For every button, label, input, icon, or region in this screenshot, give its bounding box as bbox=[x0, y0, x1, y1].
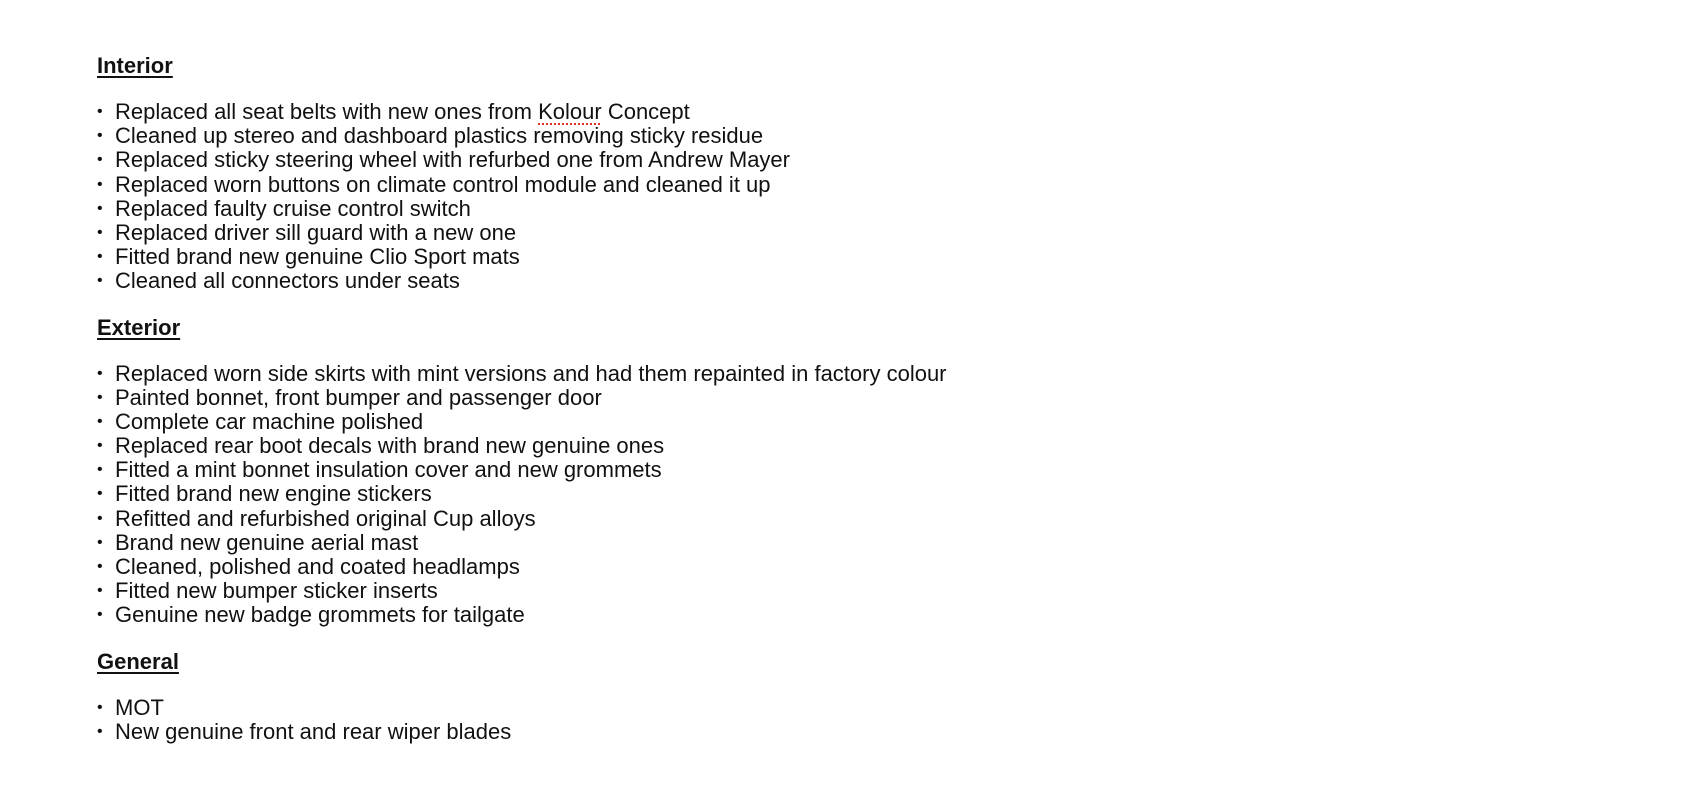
list-item-text: Refitted and refurbished original Cup alloys bbox=[115, 505, 536, 531]
bullet-icon: • bbox=[97, 127, 103, 145]
misspelled-word[interactable]: Kolour bbox=[538, 99, 602, 124]
list-item-text: Genuine new badge grommets for tailgate bbox=[115, 602, 525, 628]
bullet-icon: • bbox=[97, 558, 103, 575]
bullet-icon: • bbox=[97, 199, 103, 217]
list-item bbox=[97, 555, 1497, 579]
list-item bbox=[97, 245, 1497, 269]
list-item bbox=[97, 603, 1497, 627]
list-item bbox=[97, 173, 1497, 197]
list-item bbox=[97, 434, 1497, 458]
list-item-text-post: Concept bbox=[601, 99, 690, 124]
list-item-text: Replaced worn buttons on climate control module and cleaned it up bbox=[115, 171, 771, 197]
bullet-icon: • bbox=[97, 606, 103, 624]
document-body bbox=[97, 50, 1497, 762]
list-item bbox=[97, 531, 1497, 555]
bullet-icon: • bbox=[97, 364, 103, 382]
bullet-icon: • bbox=[97, 103, 103, 120]
list-item bbox=[97, 269, 1497, 293]
list-item-text: Cleaned, polished and coated headlamps bbox=[115, 554, 520, 579]
list-item bbox=[97, 100, 1497, 124]
bullet-icon: • bbox=[97, 722, 103, 740]
list-item-text: Replaced faulty cruise control switch bbox=[115, 195, 471, 221]
bullet-icon: • bbox=[97, 175, 103, 193]
bullet-icon: • bbox=[97, 582, 103, 600]
list-item-text: Replaced sticky steering wheel with refurbed one from Andrew Mayer bbox=[115, 147, 790, 173]
bullet-icon: • bbox=[97, 437, 103, 455]
list-item bbox=[97, 410, 1497, 434]
list-item-text: MOT bbox=[115, 694, 164, 720]
section-heading: General bbox=[97, 648, 179, 674]
list-item bbox=[97, 458, 1497, 482]
list-item-text: Painted bonnet, front bumper and passenger door bbox=[115, 384, 602, 410]
list-item bbox=[97, 720, 1497, 744]
bullet-icon: • bbox=[97, 388, 103, 406]
bullet-icon: • bbox=[97, 485, 103, 503]
list-item-text: Fitted a mint bonnet insulation cover and new grommets bbox=[115, 457, 662, 483]
list-item bbox=[97, 362, 1497, 386]
bullet-icon: • bbox=[97, 223, 103, 241]
list-item bbox=[97, 386, 1497, 410]
list-item bbox=[97, 507, 1497, 531]
bullet-list bbox=[97, 100, 1497, 294]
bullet-icon: • bbox=[97, 461, 103, 479]
list-item bbox=[97, 221, 1497, 245]
list-item bbox=[97, 148, 1497, 172]
bullet-icon: • bbox=[97, 248, 103, 266]
list-item-text: Cleaned up stereo and dashboard plastics removing sticky residue bbox=[115, 123, 764, 149]
list-item bbox=[97, 124, 1497, 148]
section-general bbox=[97, 646, 1497, 744]
bullet-icon: • bbox=[97, 272, 103, 290]
list-item-text: Cleaned all connectors under seats bbox=[115, 268, 460, 294]
list-item-text: Fitted brand new genuine Clio Sport mats bbox=[115, 244, 520, 270]
section-heading: Interior bbox=[97, 53, 173, 78]
bullet-list bbox=[97, 362, 1497, 628]
bullet-icon: • bbox=[97, 533, 103, 551]
bullet-icon: • bbox=[97, 509, 103, 527]
list-item-text: Replaced rear boot decals with brand new genuine ones bbox=[115, 433, 665, 459]
list-item bbox=[97, 579, 1497, 603]
section-interior bbox=[97, 50, 1497, 294]
list-item-text: Replaced driver sill guard with a new one bbox=[115, 219, 517, 245]
list-item bbox=[97, 197, 1497, 221]
bullet-list bbox=[97, 696, 1497, 744]
bullet-icon: • bbox=[97, 412, 103, 430]
list-item-text: Fitted brand new engine stickers bbox=[115, 481, 432, 507]
bullet-icon: • bbox=[97, 698, 103, 716]
list-item-text: Brand new genuine aerial mast bbox=[115, 529, 419, 555]
bullet-icon: • bbox=[97, 151, 103, 169]
list-item-text: New genuine front and rear wiper blades bbox=[115, 718, 512, 744]
section-heading: Exterior bbox=[97, 314, 181, 340]
list-item bbox=[97, 696, 1497, 720]
list-item-text: Replaced worn side skirts with mint versions and had them repainted in factory colour bbox=[115, 360, 947, 386]
list-item-text-pre: Replaced all seat belts with new ones from bbox=[115, 99, 539, 124]
list-item bbox=[97, 482, 1497, 506]
list-item-text: Fitted new bumper sticker inserts bbox=[115, 578, 438, 604]
list-item-text: Complete car machine polished bbox=[115, 408, 424, 434]
section-exterior bbox=[97, 312, 1497, 628]
